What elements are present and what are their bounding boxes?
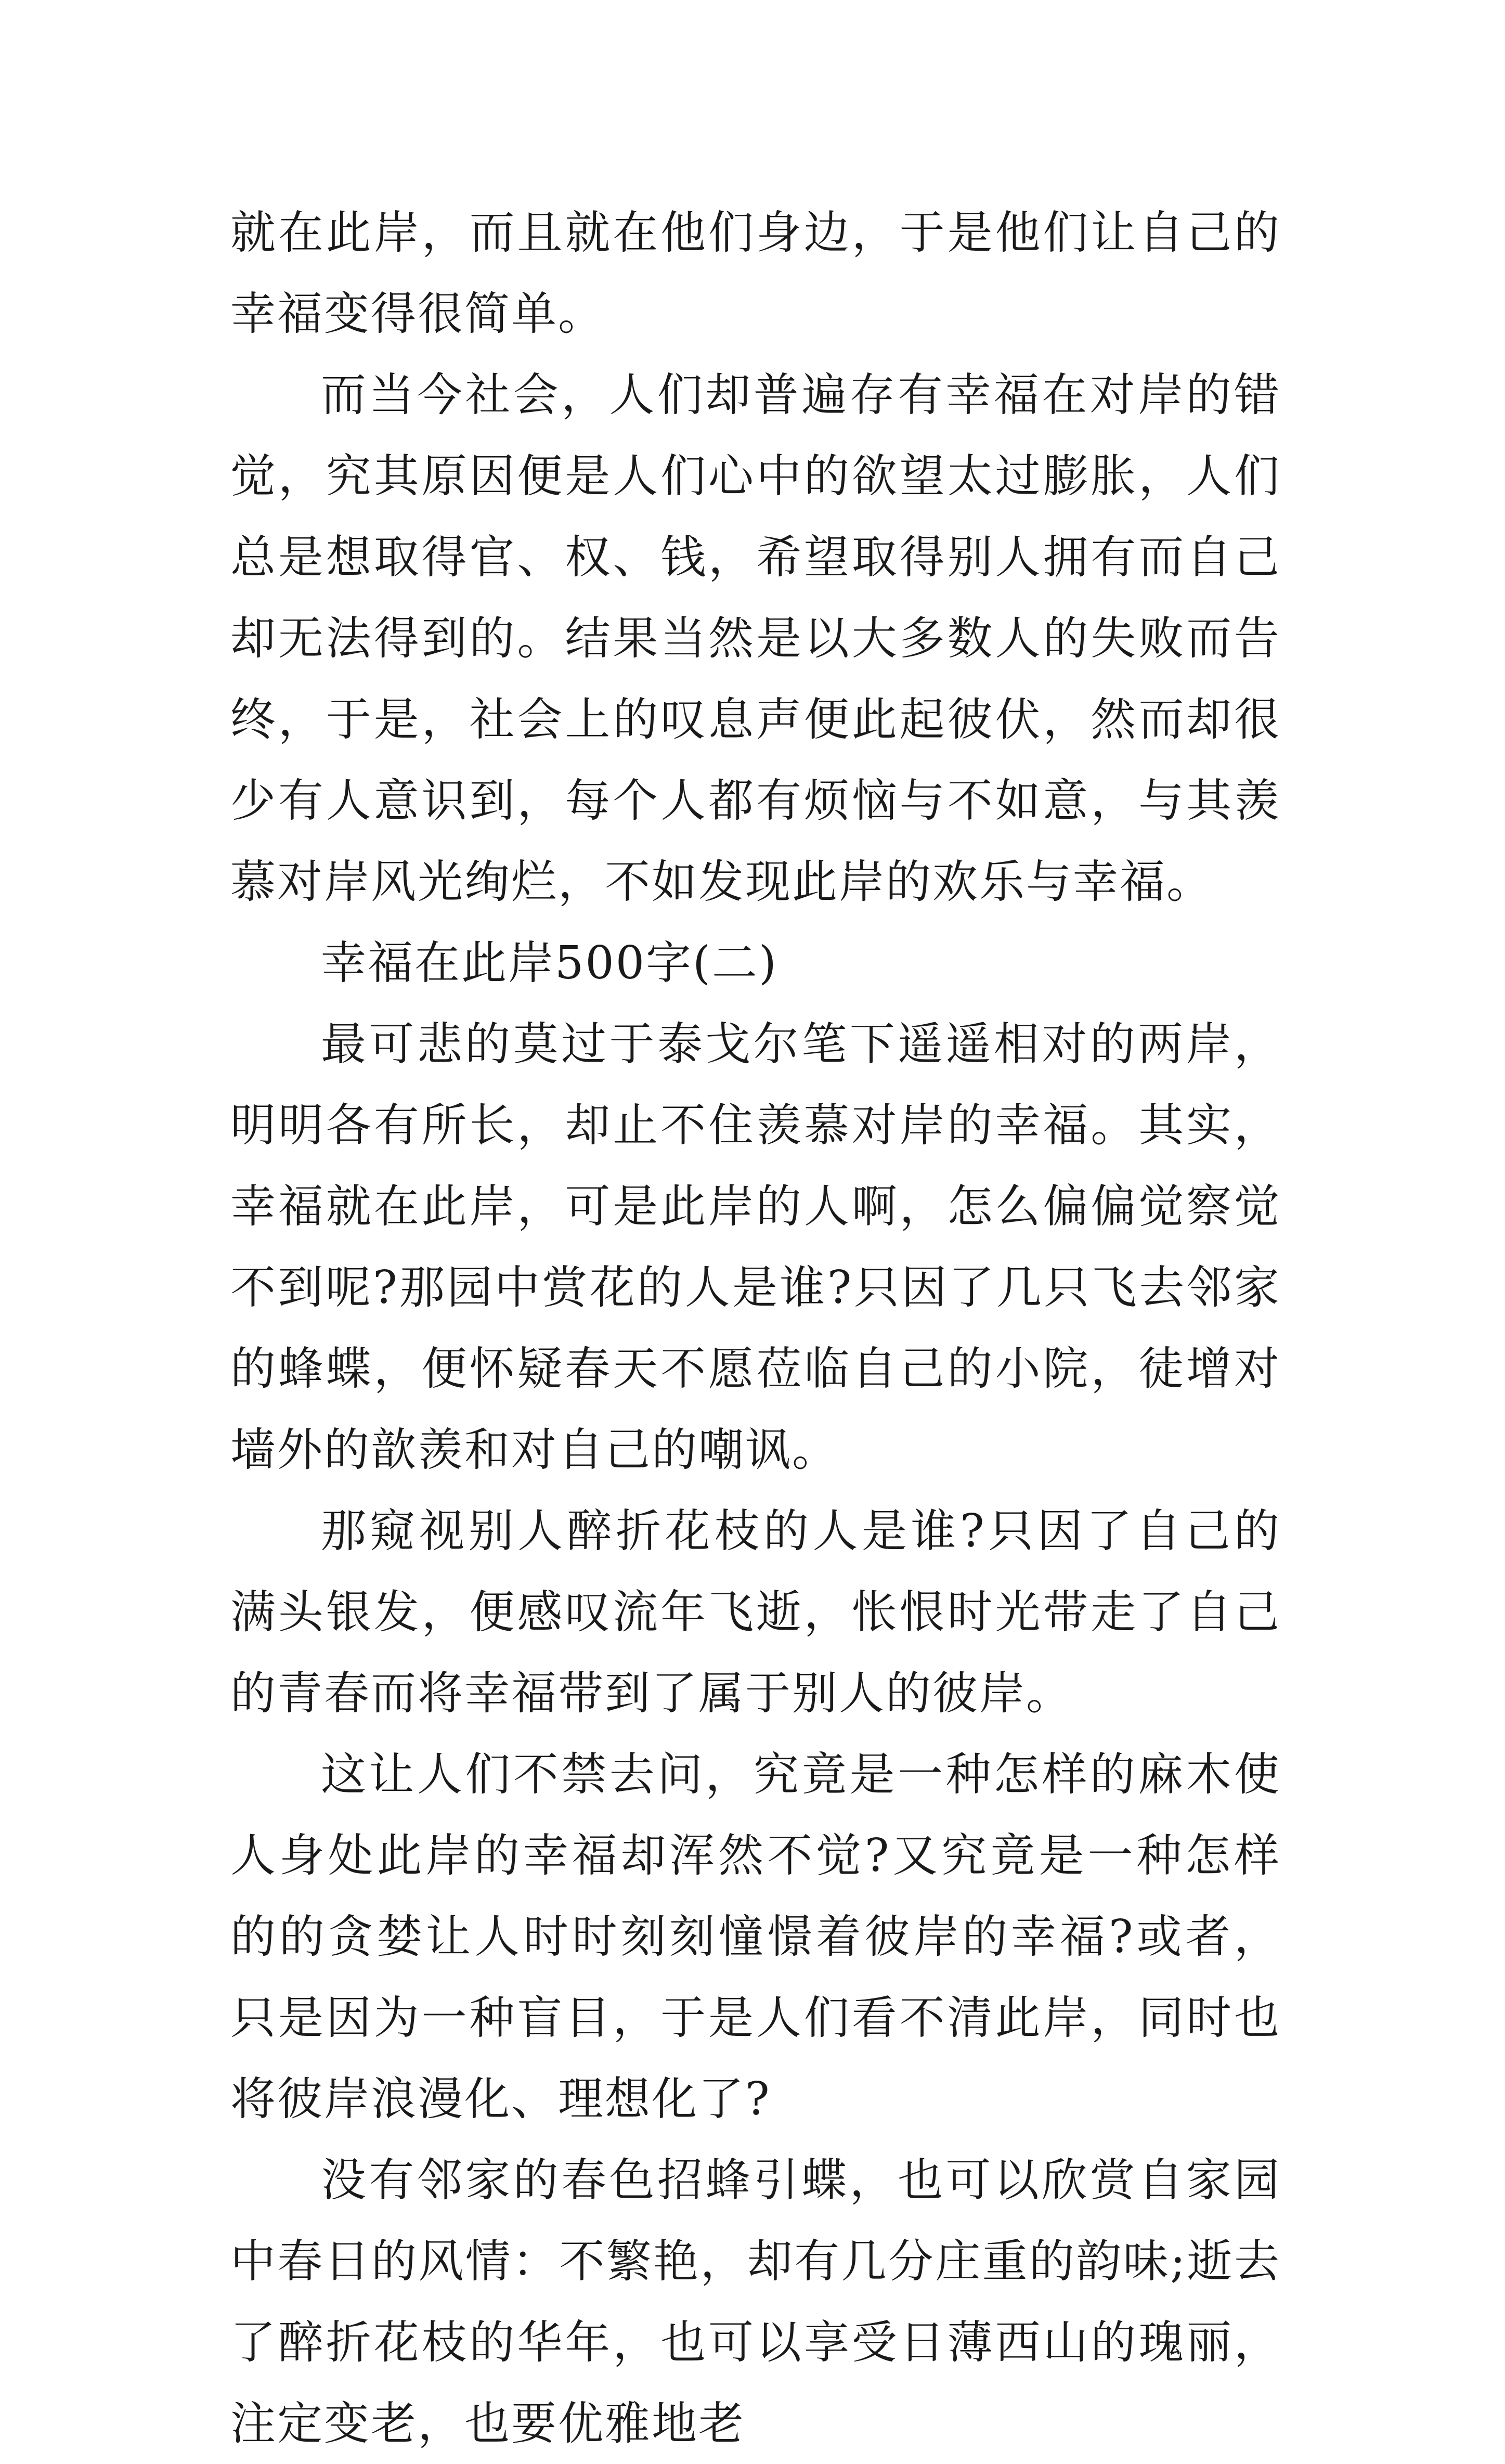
paragraph-2: 而当今社会，人们却普遍存有幸福在对岸的错觉，究其原因便是人们心中的欲望太过膨胀，人们总是想取得官、权、钱，希望取得别人拥有而自己却无法得到的。结果当然是以大多数人的失败而告终，于是，社会上的叹息声便此起彼伏，然而却很少有人意识到，每个人都有烦恼与不如意，与其羡慕对岸风光绚烂，不如发现此岸的欢乐与幸福。 — [230, 368, 1281, 908]
section-heading: 幸福在此岸500字(二) — [321, 936, 778, 989]
body-text — [230, 192, 1281, 2464]
paragraph-4: 那窥视别人醉折花枝的人是谁?只因了自己的满头银发，便感叹流年飞逝，怅恨时光带走了自己的青春而将幸福带到了属于别人的彼岸。 — [230, 1504, 1281, 1720]
paragraph-3: 最可悲的莫过于泰戈尔笔下遥遥相对的两岸，明明各有所长，却止不住羡慕对岸的幸福。其实，幸福就在此岸，可是此岸的人啊，怎么偏偏觉察觉不到呢?那园中赏花的人是谁?只因了几只飞去邻家的蜂蝶，便怀疑春天不愿莅临自己的小院，徒增对墙外的歆羡和对自己的嘲讽。 — [230, 1017, 1281, 1476]
paragraph-1: 就在此岸，而且就在他们身边，于是他们让自己的幸福变得很简单。 — [230, 206, 1281, 340]
paragraph-5: 这让人们不禁去问，究竟是一种怎样的麻木使人身处此岸的幸福却浑然不觉?又究竟是一种怎样的的贪婪让人时时刻刻憧憬着彼岸的幸福?或者，只是因为一种盲目，于是人们看不清此岸，同时也将彼岸浪漫化、理想化了? — [230, 1748, 1281, 2125]
paragraph-6: 没有邻家的春色招蜂引蝶，也可以欣赏自家园中春日的风情：不繁艳，却有几分庄重的韵味;逝去了醉折花枝的华年，也可以享受日薄西山的瑰丽，注定变老，也要优雅地老 — [230, 2153, 1281, 2450]
